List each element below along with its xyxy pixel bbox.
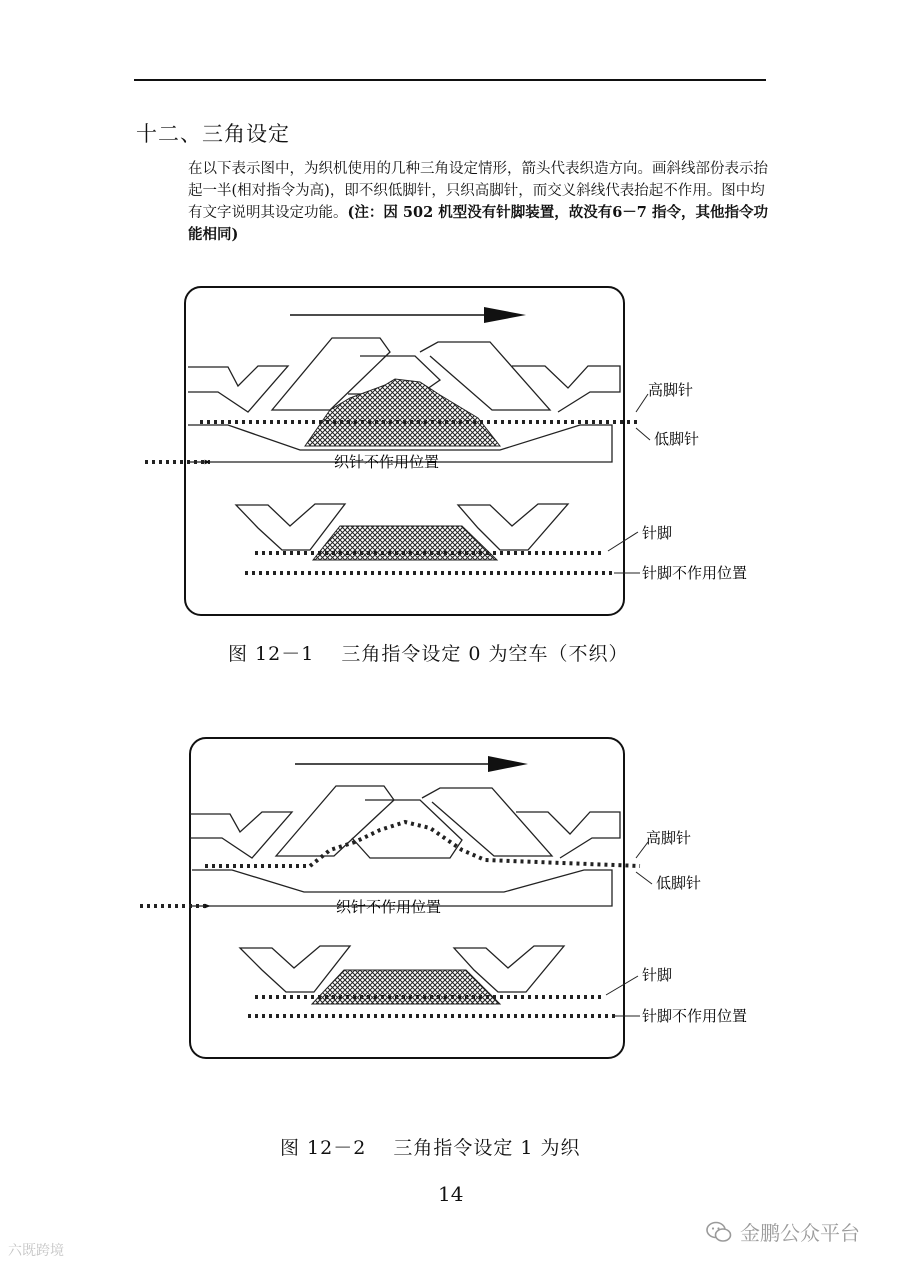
label-high-butt: 高脚针 bbox=[646, 829, 692, 847]
label-jack-butt: 针脚 bbox=[642, 966, 673, 984]
label-jack-inactive: 针脚不作用位置 bbox=[642, 1007, 748, 1025]
cam-outline-upper bbox=[190, 786, 620, 906]
figure-1-caption: 图 12－1 三角指令设定 0 为空车（不织） bbox=[228, 643, 629, 665]
figure-2 bbox=[140, 738, 747, 1058]
label-needle-inactive: 织针不作用位置 bbox=[336, 898, 442, 916]
label-low-butt: 低脚针 bbox=[656, 874, 702, 892]
label-low-butt: 低脚针 bbox=[654, 430, 700, 448]
figure-1 bbox=[145, 287, 747, 615]
watermark-left-text: 六既跨境 bbox=[8, 1243, 64, 1259]
watermark-right bbox=[706, 1217, 860, 1246]
watermark-right-text: 金鹏公众平台 bbox=[740, 1221, 860, 1245]
paragraph-note: (注：因 502 机型没有针脚装置，故没有6－7 指令，其他指令功能相同) bbox=[188, 204, 768, 243]
right-arrow-icon bbox=[290, 307, 526, 323]
label-high-butt: 高脚针 bbox=[648, 381, 694, 399]
label-jack-inactive: 针脚不作用位置 bbox=[642, 564, 748, 582]
figure-2-caption: 图 12－2 三角指令设定 1 为织 bbox=[280, 1137, 581, 1159]
wechat-icon bbox=[706, 1221, 732, 1243]
right-arrow-icon bbox=[295, 756, 528, 772]
leader-lines bbox=[606, 842, 652, 1016]
figure-1-frame bbox=[185, 287, 624, 615]
label-jack-butt: 针脚 bbox=[642, 524, 673, 542]
paragraph-text: 在以下表示图中，为织机使用的几种三角设定情形，箭头代表织造方向。画斜线部份表示抬起一半(相对指令为高)，即不织低脚针，只织高脚针，而交义斜线代表抬起不作用。图中均有文字说明其设定功能。 bbox=[188, 161, 768, 221]
label-needle-inactive: 织针不作用位置 bbox=[334, 453, 440, 471]
page-number: 14 bbox=[438, 1182, 464, 1206]
watermark-left bbox=[8, 1240, 64, 1260]
cam-hatched-area-upper bbox=[305, 379, 500, 446]
section-heading: 十二、三角设定 bbox=[136, 122, 290, 146]
